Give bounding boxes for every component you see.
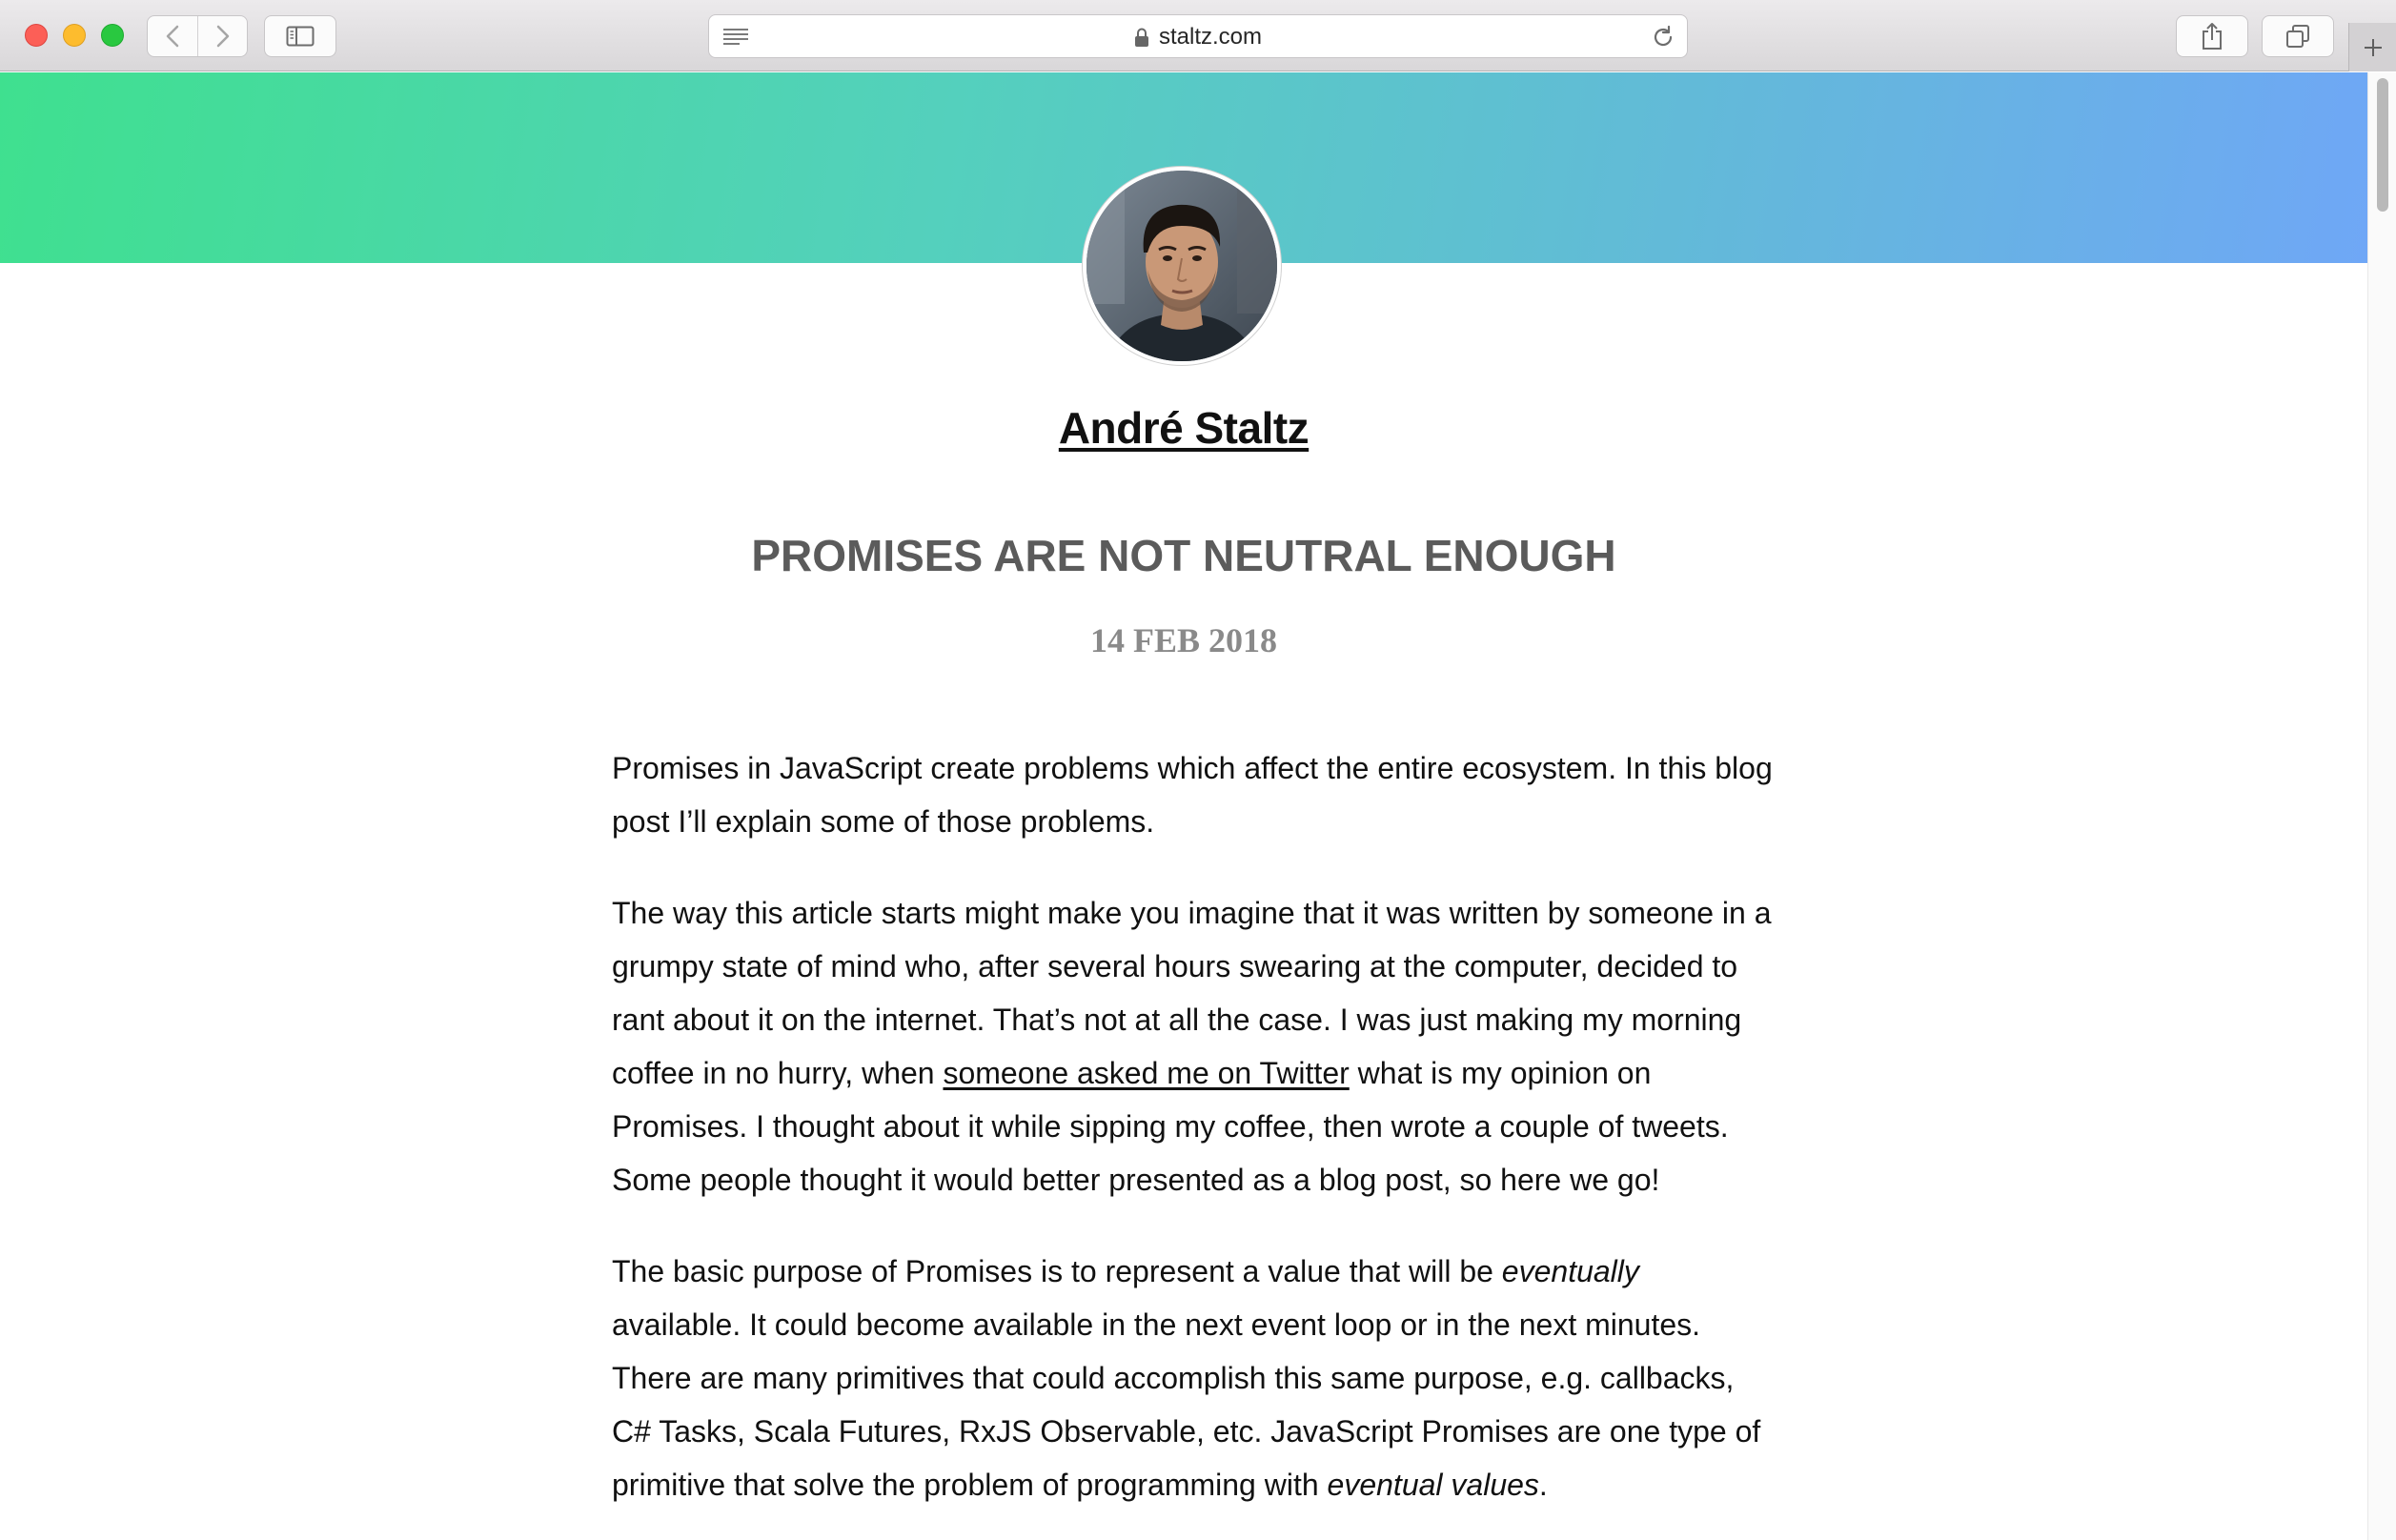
post-date: 14 FEB 2018 (1089, 621, 1277, 659)
minimize-window-button[interactable] (63, 24, 86, 47)
url-text: staltz.com (1158, 24, 1263, 50)
paragraph-1: Promises in JavaScript create problems which affect the entire ecosystem. In this blog post I’ll explain some of those problems. (612, 751, 1773, 839)
share-icon (2201, 22, 2223, 51)
back-button[interactable] (148, 16, 197, 56)
article-body (612, 741, 1775, 1540)
maximize-window-button[interactable] (101, 24, 124, 47)
sidebar-button[interactable] (264, 15, 336, 57)
show-tabs-button[interactable] (2262, 15, 2334, 57)
chevron-right-icon (214, 24, 232, 49)
post-title: PROMISES ARE NOT NEUTRAL ENOUGH (751, 531, 1616, 580)
sidebar-icon (286, 26, 315, 47)
address-bar[interactable] (708, 14, 1688, 58)
twitter-link[interactable]: someone asked me on Twitter (943, 1056, 1350, 1090)
close-window-button[interactable] (25, 24, 48, 47)
paragraph-2-text-b: what is my opinion on Promises. I thought about it while sipping my coffee, then wrote a couple of tweets. Some people thought it would better presented as a blog post, so here we go! (612, 1056, 1729, 1197)
chevron-left-icon (164, 24, 181, 49)
tabs-icon (2285, 24, 2310, 49)
url-display (709, 15, 1687, 59)
plus-icon (2363, 37, 2384, 58)
author-name-link[interactable]: André Staltz (1058, 403, 1310, 453)
paragraph-3 (612, 1245, 1775, 1511)
lock-icon (1134, 27, 1149, 48)
paragraph-2-text-a: The way this article starts might make you imagine that it was written by someone in a grumpy state of mind who, after several hours swearing at the computer, decided to rant about it on the internet. That’s not at all the case. I was just making my morning coffee in no hurry, when (612, 896, 1772, 1090)
paragraph-3-text-a: The basic purpose of Promises is to represent a value that will be (612, 1254, 1502, 1288)
vertical-scrollbar[interactable] (2367, 72, 2396, 1540)
new-tab-button[interactable] (2348, 23, 2396, 71)
author-avatar[interactable] (1083, 167, 1281, 365)
share-button[interactable] (2176, 15, 2248, 57)
emphasis-eventual-values: eventual values (1327, 1468, 1539, 1502)
reload-icon[interactable] (1651, 25, 1675, 50)
page-viewport (0, 72, 2367, 1540)
navigation-buttons (147, 15, 248, 57)
browser-toolbar (0, 0, 2396, 71)
forward-button[interactable] (197, 16, 247, 56)
author-name-container (0, 402, 2367, 454)
emphasis-eventually: eventually (1501, 1254, 1639, 1288)
scrollbar-thumb[interactable] (2377, 78, 2388, 212)
paragraph-2 (612, 886, 1775, 1206)
portrait-image (1086, 171, 1277, 361)
paragraph-3-text-c: . (1538, 1468, 1548, 1502)
paragraph-3-text-b: available. It could become available in the next event loop or in the next minutes. There are many primitives that could accomplish this same purpose, e.g. callbacks, C# Tasks, Scala Futures, RxJS Observable, etc. JavaScript Promises are one type of primitive that solve the problem of programming with (612, 1307, 1761, 1502)
